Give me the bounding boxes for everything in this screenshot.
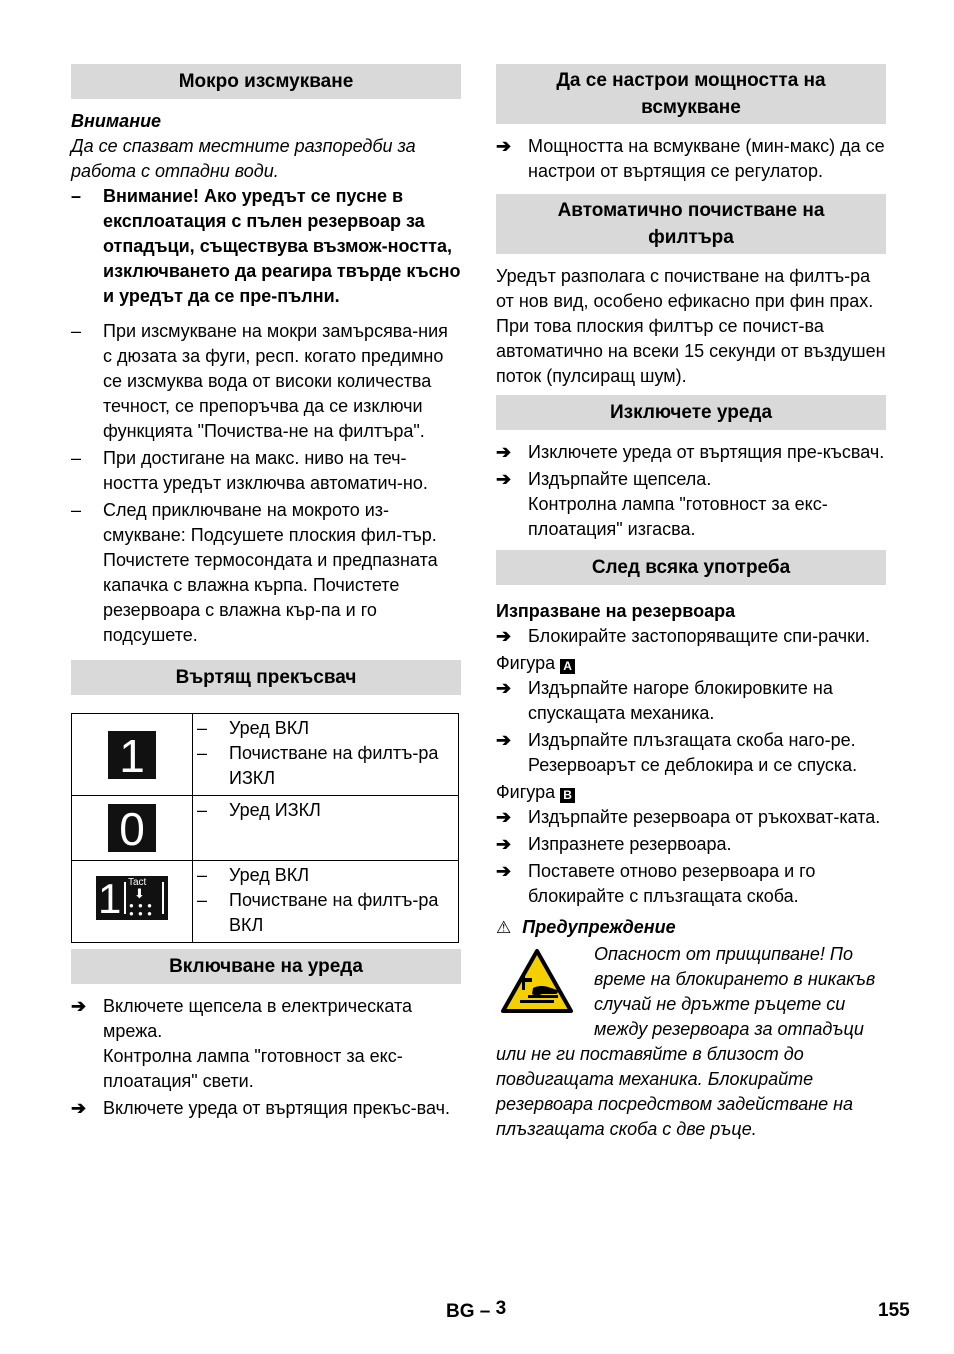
section-heading-suction-power: Да се настрои мощността на всмукване	[496, 64, 886, 124]
table-cell-line: – Уред ВКЛ	[197, 863, 454, 888]
list-item: – При изсмукване на мокри замърсява-ния с дюзата за фуги, респ. когато предимно се изсмуква вода от високи количества течност, се препоръчва да се изключи функцията "Почиства-не на филтъра".	[71, 319, 461, 444]
table-row	[72, 861, 459, 943]
section-heading-rotary-switch: Въртящ прекъсвач	[71, 660, 461, 695]
warning-block	[496, 942, 886, 1142]
step-note: Контролна лампа "готовност за екс-плоатация" свети.	[103, 1046, 403, 1091]
position-one-icon: 1	[108, 731, 156, 779]
figure-a-badge: A	[560, 659, 575, 674]
attention-text: Да се спазват местните разпоредби за работа с отпадни води.	[71, 136, 416, 181]
section-heading-wet-vacuum: Мокро изсмукване	[71, 64, 461, 99]
section-heading-power-on: Включване на уреда	[71, 949, 461, 984]
section-heading-switch-off: Изключете уреда	[496, 395, 886, 430]
figure-reference: Фигура A	[496, 651, 886, 676]
arrow-right-icon: ➔	[496, 807, 512, 827]
arrow-right-icon: ➔	[71, 996, 87, 1016]
step-item: ➔ Блокирайте застопоряващите спи-рачки.	[496, 624, 886, 649]
arrow-right-icon: ➔	[496, 469, 512, 489]
subheading-empty-tank: Изпразване на резервоара	[496, 601, 736, 621]
warning-triangle-icon: ⚠	[496, 918, 512, 937]
arrow-down-icon: ⬇	[134, 886, 145, 901]
table-cell-line: – Уред ИЗКЛ	[197, 798, 454, 823]
section-heading-filter-cleaning: Автоматично почистване на филтъра	[496, 194, 886, 254]
step-note: Контролна лампа "готовност за екс-плоатация" изгасва.	[528, 494, 828, 539]
step-item: ➔ Изпразнете резервоара.	[496, 832, 886, 857]
table-cell-line: – Почистване на филтъ-ра ВКЛ	[197, 888, 454, 938]
hand-pinch-hazard-icon	[500, 948, 574, 1014]
attention-label: Внимание	[71, 111, 162, 131]
table-row	[72, 714, 459, 796]
footer-section	[446, 1296, 506, 1324]
section-heading-after-use: След всяка употреба	[496, 550, 886, 585]
footer-language: BG –	[446, 1301, 491, 1322]
figure-b-badge: B	[560, 788, 575, 803]
switch-positions-table	[71, 713, 459, 943]
step-item: ➔ Включете щепсела в електрическата мрежа.	[71, 996, 413, 1041]
figure-reference: Фигура B	[496, 780, 886, 805]
arrow-right-icon: ➔	[71, 1098, 87, 1118]
step-item: ➔ Включете уреда от въртящия прекъс-вач.	[71, 1096, 461, 1121]
position-zero-icon: 0	[108, 804, 156, 852]
left-column	[71, 64, 461, 1121]
arrow-right-icon: ➔	[496, 626, 512, 646]
arrow-right-icon: ➔	[496, 861, 512, 881]
warning-title: ⚠ Предупреждение	[496, 917, 676, 937]
step-item: ➔ Издърпайте щепсела.	[496, 467, 886, 492]
step-item: ➔ Изключете уреда от въртящия пре-късвач.	[496, 440, 886, 465]
arrow-right-icon: ➔	[496, 136, 512, 156]
arrow-right-icon: ➔	[496, 678, 512, 698]
page-number: 155	[878, 1300, 910, 1321]
tact-position-icon: 1 Tact ⬇ ● ● ● ● ● ●	[96, 876, 168, 920]
step-item: ➔ Издърпайте резервоара от ръкохват-ката.	[496, 805, 886, 830]
arrow-right-icon: ➔	[496, 442, 512, 462]
step-item: ➔ Мощността на всмукване (мин-макс) да се настрои от въртящия се регулатор.	[496, 136, 885, 181]
list-item: – При достигане на макс. ниво на теч-ността уредът изключва автоматич-но.	[71, 446, 461, 496]
footer-section-page: 3	[495, 1298, 507, 1319]
filter-description: Уредът разполага с почистване на филтъ-ра от нов вид, особено ефикасно при фин прах. При това плоския филтър се почист-ва автоматично на всеки 15 секунди от въздушен поток (пулсиращ шум).	[496, 266, 886, 386]
step-item: ➔ Издърпайте нагоре блокировките на спускащата механика.	[496, 678, 833, 723]
list-item: – След приключване на мокрото из-смукване: Подсушете плоския фил-тър. Почистете термосондата и предпазната капачка с влажна кърпа. Почистете резервоара с влажна кър-па и го подсушете.	[71, 498, 461, 648]
list-item: – Внимание! Ако уредът се пусне в експлоатация с пълен резервоар за отпадъци, съществува възмож-ността, изключването да реагира твърде късно и уредът да се пре-пълни.	[71, 184, 461, 309]
arrow-right-icon: ➔	[496, 730, 512, 750]
table-row	[72, 796, 459, 861]
step-item: ➔ Поставете отново резервоара и го блокирайте с плъзгащата скоба.	[496, 861, 816, 906]
arrow-right-icon: ➔	[496, 834, 512, 854]
table-cell-line: – Уред ВКЛ	[197, 716, 454, 741]
right-column	[496, 64, 886, 1142]
table-cell-line: – Почистване на филтъ-ра ИЗКЛ	[197, 741, 454, 791]
warning-text: Опасност от прищипване! По време на блокирането в никакъв случай не дръжте ръцете си между резервоара за отпадъци или не ги поставяйте в близост до повдигащата механика. Блокирайте резервоара посредством задействане на плъзгащата скоба с две ръце.	[496, 944, 876, 1139]
dots-icon: ● ● ● ● ● ●	[129, 901, 153, 918]
step-item: ➔ Издърпайте плъзгащата скоба наго-ре. Резервоарът се деблокира и се спуска.	[496, 730, 858, 775]
